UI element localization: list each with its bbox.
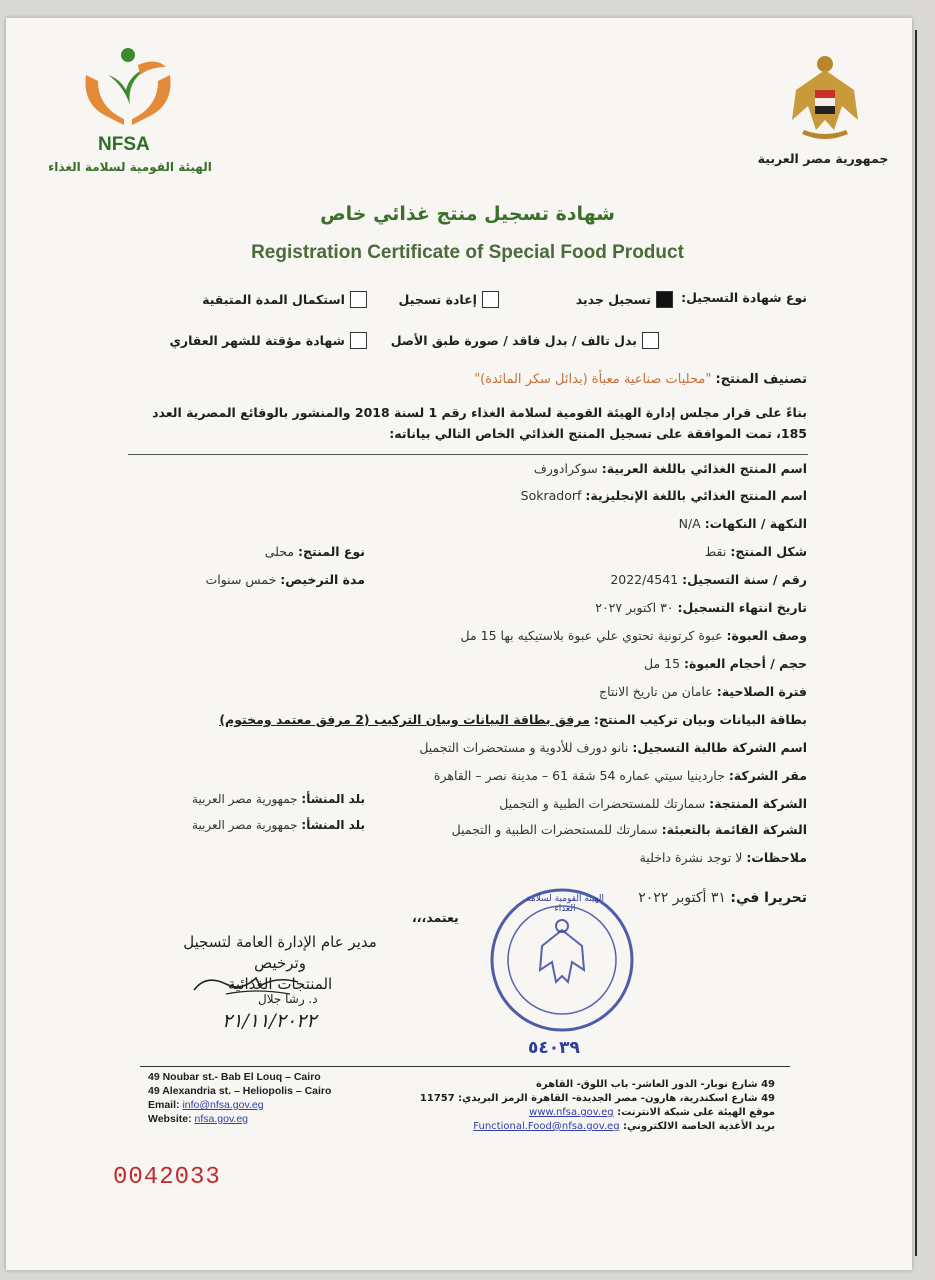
field-manufacturer: الشركة المنتجة: سمارتك للمستحضرات الطبية و التجميل xyxy=(499,796,807,811)
title-english: Registration Certificate of Special Food Product xyxy=(251,242,684,263)
checkbox-re-registration[interactable] xyxy=(482,291,499,308)
field-package-desc: وصف العبوة: عبوة كرتونية تحتوي علي عبوة بلاستيكيه بها 15 مل xyxy=(460,628,807,643)
classification-row: تصنيف المنتج: "محليات صناعية معبأة (بدائل سكر المائدة)" xyxy=(474,372,807,387)
field-form: شكل المنتج: نقط xyxy=(704,544,807,559)
title-arabic: شهادة تسجيل منتج غذائي خاص xyxy=(320,203,615,225)
classification-value: "محليات صناعية معبأة (بدائل سكر المائدة)" xyxy=(474,372,712,387)
field-flavor: النكهة / النكهات: N/A xyxy=(678,516,807,531)
checkbox-new-registration[interactable] xyxy=(656,291,673,308)
field-package-size: حجم / أحجام العبوة: 15 مل xyxy=(644,656,807,671)
country-name: جمهورية مصر العربية xyxy=(757,151,889,166)
issued-date: تحريرا في: ٣١ أكتوبر ٢٠٢٢ xyxy=(638,890,807,906)
certificate-type-label: نوع شهادة التسجيل: xyxy=(681,290,807,305)
intro-line-1: بناءً على قرار مجلس إدارة الهيئة القومية لسلامة الغذاء رقم 1 لسنة 2018 والمنشور بالوقائع المصرية العدد xyxy=(152,405,807,420)
divider xyxy=(128,454,808,455)
footer-divider xyxy=(140,1066,790,1067)
field-packer: الشركة القائمة بالتعبئة: سمارتك للمستحضرات الطبية و التجميل xyxy=(451,822,807,837)
email-link[interactable]: info@nfsa.gov.eg xyxy=(182,1099,264,1111)
option-re-registration[interactable]: إعادة تسجيل xyxy=(399,289,499,308)
option-remaining-period[interactable]: استكمال المدة المتبقية xyxy=(202,289,367,308)
nfsa-logo xyxy=(78,45,178,135)
site-link[interactable]: www.nfsa.gov.eg xyxy=(529,1107,614,1118)
field-product-type: نوع المنتج: محلى xyxy=(264,544,365,559)
field-expiry: تاريخ انتهاء التسجيل: ٣٠ اكتوبر ٢٠٢٧ xyxy=(595,600,807,615)
stamp-text: الهيئة القومية لسلامة الغذاء xyxy=(526,894,604,914)
website-link[interactable]: nfsa.gov.eg xyxy=(194,1113,249,1125)
intro-line-2: 185، تمت الموافقة على تسجيل المنتج الغذائي الخاص التالي بياناته: xyxy=(389,426,807,441)
signatory-name: د. رشا جلال xyxy=(258,992,318,1006)
nfsa-logo-text: NFSA xyxy=(98,134,150,155)
field-name-ar: اسم المنتج الغذائي باللغة العربية: سوكرادورف xyxy=(533,461,807,476)
field-address: مقر الشركة: جاردينيا سيتي عماره 54 شقة 61 – مدينة نصر – القاهرة xyxy=(433,768,807,783)
stamp-number: ٥٤٠٣٩ xyxy=(528,1038,580,1058)
option-new-registration[interactable]: تسجيل جديد xyxy=(576,289,673,308)
field-applicant: اسم الشركة طالبة التسجيل: نانو دورف للأدوية و مستحضرات التجميل xyxy=(419,740,807,755)
option-replacement[interactable]: بدل تالف / بدل فاقد / صورة طبق الأصل xyxy=(391,330,659,349)
checkbox-remaining-period[interactable] xyxy=(350,291,367,308)
mail-link[interactable]: Functional.Food@nfsa.gov.eg xyxy=(473,1121,620,1132)
field-label-data: بطاقة البيانات وبيان تركيب المنتج: مرفق بطاقة البيانات وبيان التركيب (2 مرفق معتمد ومختوم) xyxy=(219,712,807,727)
checkbox-temporary[interactable] xyxy=(350,332,367,349)
field-origin-1: بلد المنشأ: جمهورية مصر العربية xyxy=(192,792,365,806)
footer-arabic: 49 شارع نوبار- الدور العاشر- باب اللوق- القاهرة 49 شارع اسكندرية، هارون- مصر الجديدة- القاهرة الرمز البريدي: 11757 موقع الهيئة على شبكة الانترنت: www.nfsa.gov.eg بريد الأغذية الخاصة الالكتروني: Functional.Food@nfsa.gov.eg xyxy=(419,1079,775,1132)
field-name-en: اسم المنتج الغذائي باللغة الإنجليزية: Sokradorf xyxy=(520,488,807,503)
checkbox-replacement[interactable] xyxy=(642,332,659,349)
field-shelf-life: فترة الصلاحية: عامان من تاريخ الانتاج xyxy=(599,684,807,699)
approval-position: مدير عام الإدارة العامة لتسجيل وترخيص المنتجات الغذائية xyxy=(183,933,377,993)
field-origin-2: بلد المنشأ: جمهورية مصر العربية xyxy=(192,818,365,832)
field-license-period: مدة الترخيص: خمس سنوات xyxy=(205,572,365,587)
footer-english: 49 Noubar st.- Bab El Louq – Cairo 49 Alexandria st. – Heliopolis – Cairo Email: info@nfsa.gov.eg Website: nfsa.gov.eg xyxy=(148,1071,332,1125)
field-notes: ملاحظات: لا توجد نشرة داخلية xyxy=(639,850,807,865)
approval-adopted: يعتمد،،، xyxy=(412,910,459,925)
handwritten-date: ٢١/١١/٢٠٢٢ xyxy=(222,1010,317,1032)
field-reg-number: رقم / سنة التسجيل: 2022/4541 xyxy=(610,572,807,587)
authority-name: الهيئة القومية لسلامة الغذاء xyxy=(48,160,212,174)
option-temporary[interactable]: شهادة مؤقتة للشهر العقاري xyxy=(169,330,367,349)
serial-number: 0042033 xyxy=(113,1164,221,1191)
egypt-eagle-emblem xyxy=(786,50,864,144)
